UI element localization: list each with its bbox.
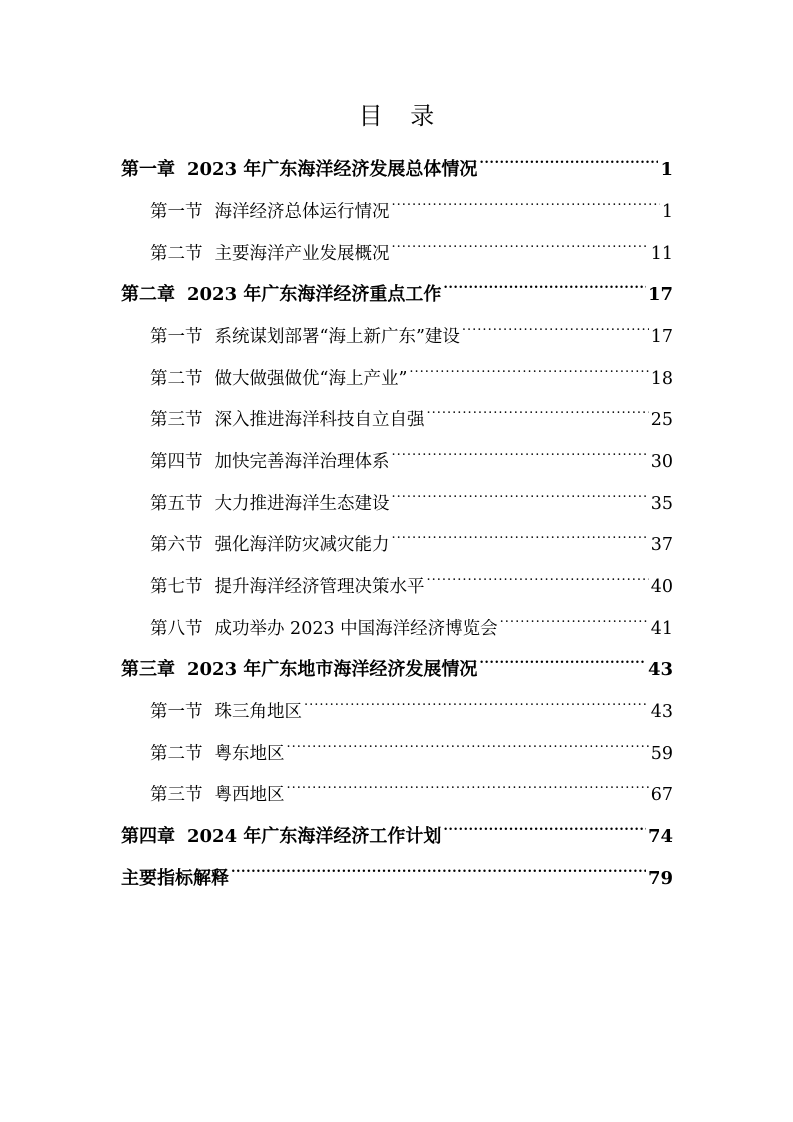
dot-leader <box>427 558 649 592</box>
toc-entry-number: 第五节 <box>150 494 203 514</box>
toc-page-number: 30 <box>650 452 673 472</box>
toc-entry-text: 主要海洋产业发展概况 <box>214 244 390 264</box>
toc-page-number: 59 <box>650 744 673 764</box>
toc-entry-label <box>150 445 390 479</box>
toc-entry-text: 做大做强做优“海上产业” <box>214 369 408 389</box>
dot-leader <box>443 808 646 842</box>
toc-entry-label <box>150 528 390 562</box>
toc-page-number: 17 <box>650 327 673 347</box>
toc-entry[interactable] <box>150 225 673 264</box>
toc-page-number: 25 <box>650 410 673 430</box>
toc-entry-text: 2023 年广东海洋经济发展总体情况 <box>187 159 478 180</box>
toc-entry-text: 珠三角地区 <box>214 702 302 722</box>
toc-entry-text: 海洋经济总体运行情况 <box>214 202 390 222</box>
toc-page-number: 43 <box>650 702 673 722</box>
toc-entry-text: 2023 年广东海洋经济重点工作 <box>187 284 442 305</box>
toc-entry[interactable] <box>150 308 673 347</box>
toc-page-number: 74 <box>647 826 673 847</box>
toc-page-number: 18 <box>650 369 673 389</box>
dot-leader <box>500 600 649 634</box>
toc-entry-number: 第三节 <box>150 785 203 805</box>
dot-leader <box>392 183 660 217</box>
toc-entry-label <box>150 570 425 604</box>
toc-entry-number: 第二节 <box>150 244 203 264</box>
toc-entry-number: 第七节 <box>150 577 203 597</box>
toc-entry-text: 大力推进海洋生态建设 <box>214 494 390 514</box>
toc-entry-text: 加快完善海洋治理体系 <box>214 452 390 472</box>
toc-entry-text: 粤东地区 <box>214 744 285 764</box>
toc-entry[interactable] <box>150 683 673 722</box>
toc-page-number: 11 <box>650 244 673 264</box>
toc-page-number: 40 <box>650 577 673 597</box>
toc-entry-number: 第一节 <box>150 327 203 347</box>
toc-entry-number: 第一章 <box>121 159 175 180</box>
toc-entry-number: 第二节 <box>150 744 203 764</box>
toc-entry-label <box>150 778 285 812</box>
toc-page-number: 1 <box>661 202 673 222</box>
toc-entry-label <box>150 403 425 437</box>
toc-entry-number: 第八节 <box>150 619 203 639</box>
toc-entry-text: 粤西地区 <box>214 785 285 805</box>
toc-page-number: 41 <box>650 619 673 639</box>
dot-leader <box>287 725 649 759</box>
dot-leader <box>479 641 646 675</box>
toc-entry-text: 主要指标解释 <box>121 868 229 889</box>
toc-entry-label <box>150 695 302 729</box>
toc-entry-text: 2023 年广东地市海洋经济发展情况 <box>187 659 478 680</box>
dot-leader <box>392 225 649 259</box>
toc-entry[interactable] <box>150 183 673 222</box>
toc-entry[interactable] <box>150 725 673 764</box>
toc-entry[interactable] <box>150 516 673 555</box>
toc-entry-number: 第四节 <box>150 452 203 472</box>
toc-entry-number: 第四章 <box>121 826 175 847</box>
toc-entry-text: 系统谋划部署“海上新广东”建设 <box>214 327 460 347</box>
toc-entry-label <box>150 195 390 229</box>
toc-entry[interactable] <box>150 391 673 430</box>
toc-title: 目 录 <box>358 102 445 130</box>
toc-page-number: 37 <box>650 535 673 555</box>
toc-entry[interactable] <box>150 600 673 639</box>
toc-page-number: 79 <box>647 868 673 889</box>
toc-entry-number: 第六节 <box>150 535 203 555</box>
dot-leader <box>287 766 649 800</box>
toc-entry-text: 深入推进海洋科技自立自强 <box>214 410 425 430</box>
toc-entry[interactable] <box>150 766 673 805</box>
toc-entry-number: 第一节 <box>150 702 203 722</box>
toc-entry-number: 第三节 <box>150 410 203 430</box>
toc-entry-number: 第一节 <box>150 202 203 222</box>
dot-leader <box>462 308 649 342</box>
dot-leader <box>409 350 648 384</box>
dot-leader <box>479 141 658 175</box>
toc-entry[interactable] <box>121 266 673 305</box>
toc-entry-text: 成功举办 2023 中国海洋经济博览会 <box>214 619 498 639</box>
toc-entry-text: 2024 年广东海洋经济工作计划 <box>187 826 442 847</box>
toc-entry-text: 提升海洋经济管理决策水平 <box>214 577 425 597</box>
toc-page-number: 35 <box>650 494 673 514</box>
toc-entry-text: 强化海洋防灾减灾能力 <box>214 535 390 555</box>
dot-leader <box>304 683 649 717</box>
toc-entry-label <box>121 862 229 896</box>
toc-entry[interactable] <box>150 475 673 514</box>
toc-entry-number: 第二节 <box>150 369 203 389</box>
toc-entry-label <box>121 153 477 187</box>
dot-leader <box>443 266 646 300</box>
toc-entry[interactable] <box>121 850 673 889</box>
toc-entry-label <box>121 278 441 312</box>
toc-entry[interactable] <box>150 558 673 597</box>
toc-entry-label <box>121 820 441 854</box>
toc-entry-label <box>121 653 477 687</box>
toc-entry[interactable] <box>121 808 673 847</box>
toc-entry-number: 第三章 <box>121 659 175 680</box>
dot-leader <box>231 850 646 884</box>
toc-page-number: 1 <box>660 159 673 180</box>
toc-page-number: 17 <box>647 284 673 305</box>
toc-entry[interactable] <box>121 141 673 180</box>
dot-leader <box>392 433 649 467</box>
dot-leader <box>392 516 649 550</box>
toc-entry[interactable] <box>150 433 673 472</box>
dot-leader <box>427 391 649 425</box>
toc-page-number: 67 <box>650 785 673 805</box>
toc-entry[interactable] <box>150 350 673 389</box>
dot-leader <box>392 475 649 509</box>
toc-entry[interactable] <box>121 641 673 680</box>
toc-page-number: 43 <box>647 659 673 680</box>
toc-entry-number: 第二章 <box>121 284 175 305</box>
toc-entry-label <box>150 320 460 354</box>
